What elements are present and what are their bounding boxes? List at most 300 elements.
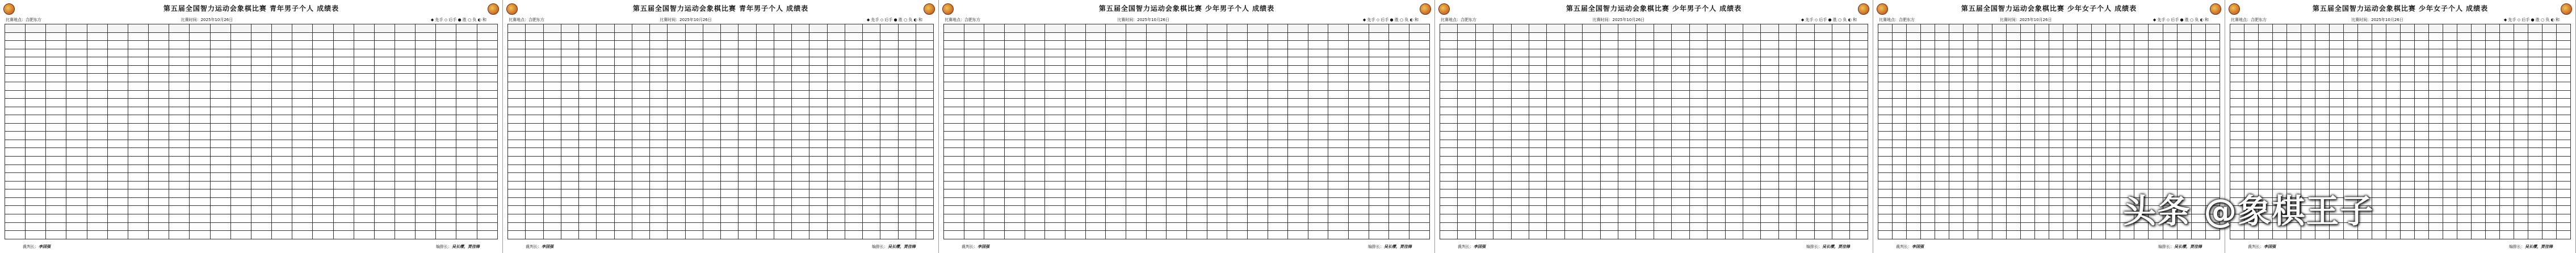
- table-cell: [2244, 157, 2259, 165]
- table-cell: [1672, 189, 1689, 198]
- table-cell: [1672, 214, 1689, 222]
- table-cell: [1878, 181, 1893, 189]
- table-cell: [984, 32, 1005, 41]
- table-cell: [87, 181, 107, 189]
- table-cell: [2006, 115, 2020, 124]
- table-cell: [964, 82, 984, 90]
- table-cell: [1045, 231, 1065, 239]
- table-cell: [526, 115, 543, 124]
- table-cell: [46, 206, 66, 214]
- table-cell: [1458, 132, 1475, 140]
- table-cell: [845, 222, 862, 231]
- table-cell: [756, 157, 774, 165]
- table-cell: [2244, 132, 2259, 140]
- table-cell: [1583, 165, 1600, 173]
- table-cell: [2528, 123, 2543, 132]
- table-cell: [1227, 32, 1248, 41]
- table-cell: [721, 165, 739, 173]
- table-cell: [632, 115, 649, 124]
- table-cell: [2443, 197, 2457, 206]
- table-cell: [2163, 107, 2177, 115]
- table-cell: [1832, 90, 1849, 99]
- table-cell: [2063, 148, 2078, 157]
- table-cell: [1440, 74, 1458, 82]
- table-cell: [5, 231, 26, 239]
- table-cell: [395, 140, 415, 148]
- table-cell: [2177, 74, 2191, 82]
- table-cell: [2163, 140, 2177, 148]
- table-cell: [374, 107, 395, 115]
- table-cell: [703, 123, 720, 132]
- table-cell: [1227, 197, 1248, 206]
- table-cell: [2472, 181, 2486, 189]
- table-cell: [1247, 57, 1268, 66]
- table-cell: [1921, 99, 1935, 107]
- table-cell: [2134, 49, 2149, 57]
- table-cell: [880, 148, 898, 157]
- table-row: [1878, 115, 2220, 124]
- table-cell: [1349, 231, 1369, 239]
- date-label: 比赛时间：2025年10月26日: [1999, 18, 2052, 22]
- table-cell: [1085, 165, 1106, 173]
- table-cell: [739, 222, 756, 231]
- table-cell: [416, 107, 436, 115]
- table-cell: [1547, 107, 1564, 115]
- table-cell: [809, 82, 827, 90]
- table-cell: [2372, 57, 2386, 66]
- table-cell: [1636, 32, 1654, 41]
- table-cell: [561, 173, 578, 182]
- table-cell: [1654, 90, 1671, 99]
- table-cell: [1964, 90, 1978, 99]
- table-cell: [597, 74, 614, 82]
- table-cell: [2063, 107, 2078, 115]
- table-cell: [984, 24, 1005, 33]
- table-cell: [1247, 157, 1268, 165]
- table-cell: [1247, 74, 1268, 82]
- table-cell: [1207, 222, 1227, 231]
- table-cell: [1725, 107, 1743, 115]
- table-cell: [395, 74, 415, 82]
- table-cell: [149, 82, 169, 90]
- table-cell: [1186, 57, 1207, 66]
- table-cell: [456, 90, 477, 99]
- table-cell: [1893, 49, 1907, 57]
- table-cell: [2078, 115, 2092, 124]
- table-cell: [2528, 24, 2543, 33]
- table-cell: [107, 231, 128, 239]
- table-cell: [2415, 115, 2429, 124]
- table-cell: [1186, 74, 1207, 82]
- table-cell: [916, 24, 933, 33]
- table-cell: [46, 90, 66, 99]
- table-cell: [1409, 231, 1430, 239]
- table-cell: [2358, 90, 2372, 99]
- table-cell: [1025, 222, 1045, 231]
- table-cell: [1106, 123, 1126, 132]
- table-cell: [1493, 214, 1511, 222]
- table-cell: [46, 107, 66, 115]
- table-cell: [2514, 107, 2528, 115]
- table-cell: [1949, 115, 1964, 124]
- table-cell: [2514, 65, 2528, 74]
- table-cell: [2230, 148, 2244, 157]
- table-cell: [1288, 140, 1308, 148]
- table-cell: [2500, 231, 2514, 239]
- table-cell: [685, 214, 703, 222]
- table-cell: [1583, 148, 1600, 157]
- table-cell: [2358, 24, 2372, 33]
- table-cell: [1308, 231, 1328, 239]
- table-cell: [2344, 82, 2358, 90]
- table-cell: [1106, 65, 1126, 74]
- table-cell: [1814, 82, 1832, 90]
- table-cell: [2443, 123, 2457, 132]
- table-cell: [1247, 173, 1268, 182]
- table-cell: [739, 32, 756, 41]
- table-cell: [230, 82, 251, 90]
- table-cell: [26, 123, 46, 132]
- table-cell: [2034, 90, 2049, 99]
- table-cell: [1389, 157, 1409, 165]
- table-cell: [477, 231, 497, 239]
- table-cell: [1167, 65, 1187, 74]
- table-cell: [1636, 231, 1654, 239]
- table-cell: [26, 132, 46, 140]
- table-cell: [1654, 57, 1671, 66]
- table-cell: [650, 173, 668, 182]
- table-cell: [1529, 90, 1547, 99]
- table-cell: [2149, 32, 2163, 41]
- table-cell: [703, 90, 720, 99]
- table-cell: [2006, 140, 2020, 148]
- table-cell: [1564, 165, 1582, 173]
- table-cell: [685, 181, 703, 189]
- table-cell: [2034, 132, 2049, 140]
- table-cell: [579, 173, 597, 182]
- table-cell: [1025, 148, 1045, 157]
- table-cell: [2006, 32, 2020, 41]
- table-cell: [1618, 206, 1636, 214]
- table-cell: [1186, 99, 1207, 107]
- table-cell: [508, 214, 526, 222]
- table-cell: [5, 222, 26, 231]
- table-cell: [2557, 32, 2571, 41]
- table-cell: [2443, 222, 2457, 231]
- table-cell: [2429, 57, 2443, 66]
- table-cell: [863, 41, 880, 49]
- table-cell: [1992, 49, 2006, 57]
- table-cell: [1949, 90, 1964, 99]
- table-cell: [333, 206, 354, 214]
- table-cell: [863, 206, 880, 214]
- table-cell: [614, 214, 632, 222]
- table-cell: [2049, 24, 2063, 33]
- table-cell: [1065, 24, 1085, 33]
- table-cell: [1778, 32, 1796, 41]
- table-row: [5, 107, 498, 115]
- table-cell: [1949, 123, 1964, 132]
- table-cell: [2486, 49, 2500, 57]
- table-cell: [1878, 123, 1893, 132]
- table-cell: [1167, 74, 1187, 82]
- table-cell: [508, 32, 526, 41]
- table-cell: [2020, 222, 2034, 231]
- table-cell: [1126, 123, 1146, 132]
- table-cell: [1004, 214, 1025, 222]
- table-cell: [190, 181, 210, 189]
- table-cell: [508, 165, 526, 173]
- table-cell: [526, 90, 543, 99]
- table-cell: [5, 206, 26, 214]
- table-cell: [1529, 206, 1547, 214]
- table-cell: [1725, 32, 1743, 41]
- table-cell: [87, 231, 107, 239]
- table-cell: [1389, 222, 1409, 231]
- table-cell: [2358, 82, 2372, 90]
- table-cell: [579, 231, 597, 239]
- results-table: [5, 24, 498, 239]
- table-row: [2230, 74, 2571, 82]
- table-cell: [685, 74, 703, 82]
- table-cell: [46, 231, 66, 239]
- table-cell: [632, 148, 649, 157]
- table-cell: [26, 32, 46, 41]
- table-cell: [1618, 24, 1636, 33]
- table-cell: [5, 148, 26, 157]
- table-cell: [650, 181, 668, 189]
- table-cell: [898, 107, 916, 115]
- table-cell: [964, 181, 984, 189]
- table-cell: [1025, 24, 1045, 33]
- table-cell: [2543, 173, 2557, 182]
- table-cell: [774, 206, 791, 214]
- table-cell: [5, 41, 26, 49]
- table-cell: [5, 115, 26, 124]
- table-cell: [1907, 115, 1921, 124]
- table-cell: [2315, 32, 2330, 41]
- table-cell: [436, 165, 456, 173]
- table-cell: [2020, 148, 2034, 157]
- table-cell: [2063, 65, 2078, 74]
- table-cell: [508, 231, 526, 239]
- table-row: [944, 57, 1430, 66]
- table-cell: [1992, 206, 2006, 214]
- table-cell: [2020, 115, 2034, 124]
- table-cell: [2078, 90, 2092, 99]
- table-cell: [2372, 74, 2386, 82]
- table-cell: [650, 32, 668, 41]
- table-cell: [2415, 123, 2429, 132]
- table-cell: [2457, 82, 2472, 90]
- table-cell: [272, 189, 292, 198]
- table-cell: [1126, 148, 1146, 157]
- table-cell: [1085, 157, 1106, 165]
- arbiter: [1368, 244, 1412, 250]
- table-cell: [1978, 157, 1992, 165]
- table-cell: [1511, 148, 1529, 157]
- table-cell: [1797, 82, 1814, 90]
- table-cell: [477, 214, 497, 222]
- table-cell: [2244, 99, 2259, 107]
- table-cell: [984, 49, 1005, 57]
- table-cell: [2205, 148, 2220, 157]
- table-cell: [1964, 173, 1978, 182]
- table-cell: [2092, 115, 2106, 124]
- table-cell: [721, 90, 739, 99]
- chief-referee: [23, 244, 51, 250]
- table-cell: [1025, 189, 1045, 198]
- table-cell: [685, 173, 703, 182]
- table-cell: [456, 132, 477, 140]
- table-cell: [898, 32, 916, 41]
- table-cell: [2401, 140, 2415, 148]
- table-cell: [251, 32, 271, 41]
- table-cell: [1547, 181, 1564, 189]
- table-cell: [1672, 65, 1689, 74]
- table-cell: [2163, 57, 2177, 66]
- table-cell: [1672, 173, 1689, 182]
- table-row: [5, 231, 498, 239]
- table-cell: [792, 189, 809, 198]
- table-cell: [1085, 107, 1106, 115]
- table-cell: [2244, 107, 2259, 115]
- table-cell: [597, 222, 614, 231]
- table-cell: [1636, 41, 1654, 49]
- table-cell: [561, 132, 578, 140]
- table-cell: [477, 99, 497, 107]
- table-cell: [1636, 197, 1654, 206]
- table-cell: [2401, 90, 2415, 99]
- table-cell: [2386, 90, 2401, 99]
- table-cell: [739, 41, 756, 49]
- table-cell: [1689, 157, 1707, 165]
- table-cell: [2472, 82, 2486, 90]
- table-cell: [1778, 90, 1796, 99]
- table-cell: [1564, 189, 1582, 198]
- table-cell: [1065, 231, 1085, 239]
- table-cell: [1065, 65, 1085, 74]
- table-cell: [230, 41, 251, 49]
- table-cell: [1707, 181, 1725, 189]
- table-cell: [1045, 157, 1065, 165]
- table-cell: [809, 197, 827, 206]
- table-cell: [1618, 99, 1636, 107]
- table-cell: [1935, 197, 1949, 206]
- table-cell: [1907, 123, 1921, 132]
- table-cell: [1268, 32, 1288, 41]
- table-cell: [916, 189, 933, 198]
- table-cell: [1349, 123, 1369, 132]
- table-cell: [2273, 157, 2287, 165]
- table-cell: [964, 74, 984, 82]
- table-cell: [2120, 123, 2134, 132]
- table-cell: [2557, 24, 2571, 33]
- table-cell: [1186, 181, 1207, 189]
- table-cell: [1878, 140, 1893, 148]
- table-cell: [1992, 197, 2006, 206]
- table-cell: [2486, 41, 2500, 49]
- table-cell: [1949, 165, 1964, 173]
- table-cell: [792, 197, 809, 206]
- table-cell: [2472, 32, 2486, 41]
- table-cell: [354, 115, 374, 124]
- table-cell: [2386, 157, 2401, 165]
- table-cell: [1529, 157, 1547, 165]
- table-cell: [292, 231, 313, 239]
- table-cell: [1672, 132, 1689, 140]
- table-cell: [984, 189, 1005, 198]
- table-cell: [2191, 74, 2205, 82]
- table-row: [1878, 99, 2220, 107]
- table-cell: [2149, 24, 2163, 33]
- table-cell: [1850, 82, 1868, 90]
- table-cell: [313, 214, 333, 222]
- table-cell: [1146, 32, 1167, 41]
- table-cell: [827, 57, 845, 66]
- table-cell: [1227, 132, 1248, 140]
- table-row: [5, 99, 498, 107]
- table-cell: [26, 82, 46, 90]
- table-cell: [2500, 140, 2514, 148]
- table-cell: [944, 206, 964, 214]
- table-cell: [2500, 173, 2514, 182]
- table-cell: [1949, 74, 1964, 82]
- table-cell: [984, 57, 1005, 66]
- table-cell: [1832, 140, 1849, 148]
- table-cell: [210, 214, 230, 222]
- table-cell: [809, 41, 827, 49]
- table-cell: [1725, 41, 1743, 49]
- table-cell: [354, 189, 374, 198]
- table-cell: [2372, 197, 2386, 206]
- table-cell: [916, 49, 933, 57]
- table-cell: [1921, 115, 1935, 124]
- table-cell: [2386, 32, 2401, 41]
- table-cell: [1636, 157, 1654, 165]
- table-cell: [1743, 82, 1760, 90]
- table-cell: [2287, 65, 2301, 74]
- table-cell: [1308, 99, 1328, 107]
- table-header-row: [1440, 24, 1868, 33]
- table-cell: [46, 41, 66, 49]
- table-cell: [1268, 148, 1288, 157]
- table-cell: [579, 90, 597, 99]
- table-cell: [2543, 197, 2557, 206]
- table-cell: [1268, 140, 1288, 148]
- table-cell: [1065, 123, 1085, 132]
- chief-referee: [526, 244, 553, 250]
- table-cell: [1065, 173, 1085, 182]
- table-row: [2230, 148, 2571, 157]
- table-cell: [2386, 197, 2401, 206]
- table-cell: [2330, 99, 2344, 107]
- table-row: [5, 90, 498, 99]
- table-cell: [561, 222, 578, 231]
- table-cell: [2006, 123, 2020, 132]
- table-cell: [1369, 132, 1389, 140]
- table-cell: [2330, 107, 2344, 115]
- table-cell: [1907, 189, 1921, 198]
- table-cell: [1921, 206, 1935, 214]
- table-cell: [2457, 222, 2472, 231]
- table-cell: [1126, 99, 1146, 107]
- table-cell: [1778, 181, 1796, 189]
- table-cell: [1878, 157, 1893, 165]
- table-cell: [685, 231, 703, 239]
- table-cell: [1389, 165, 1409, 173]
- table-cell: [2486, 90, 2500, 99]
